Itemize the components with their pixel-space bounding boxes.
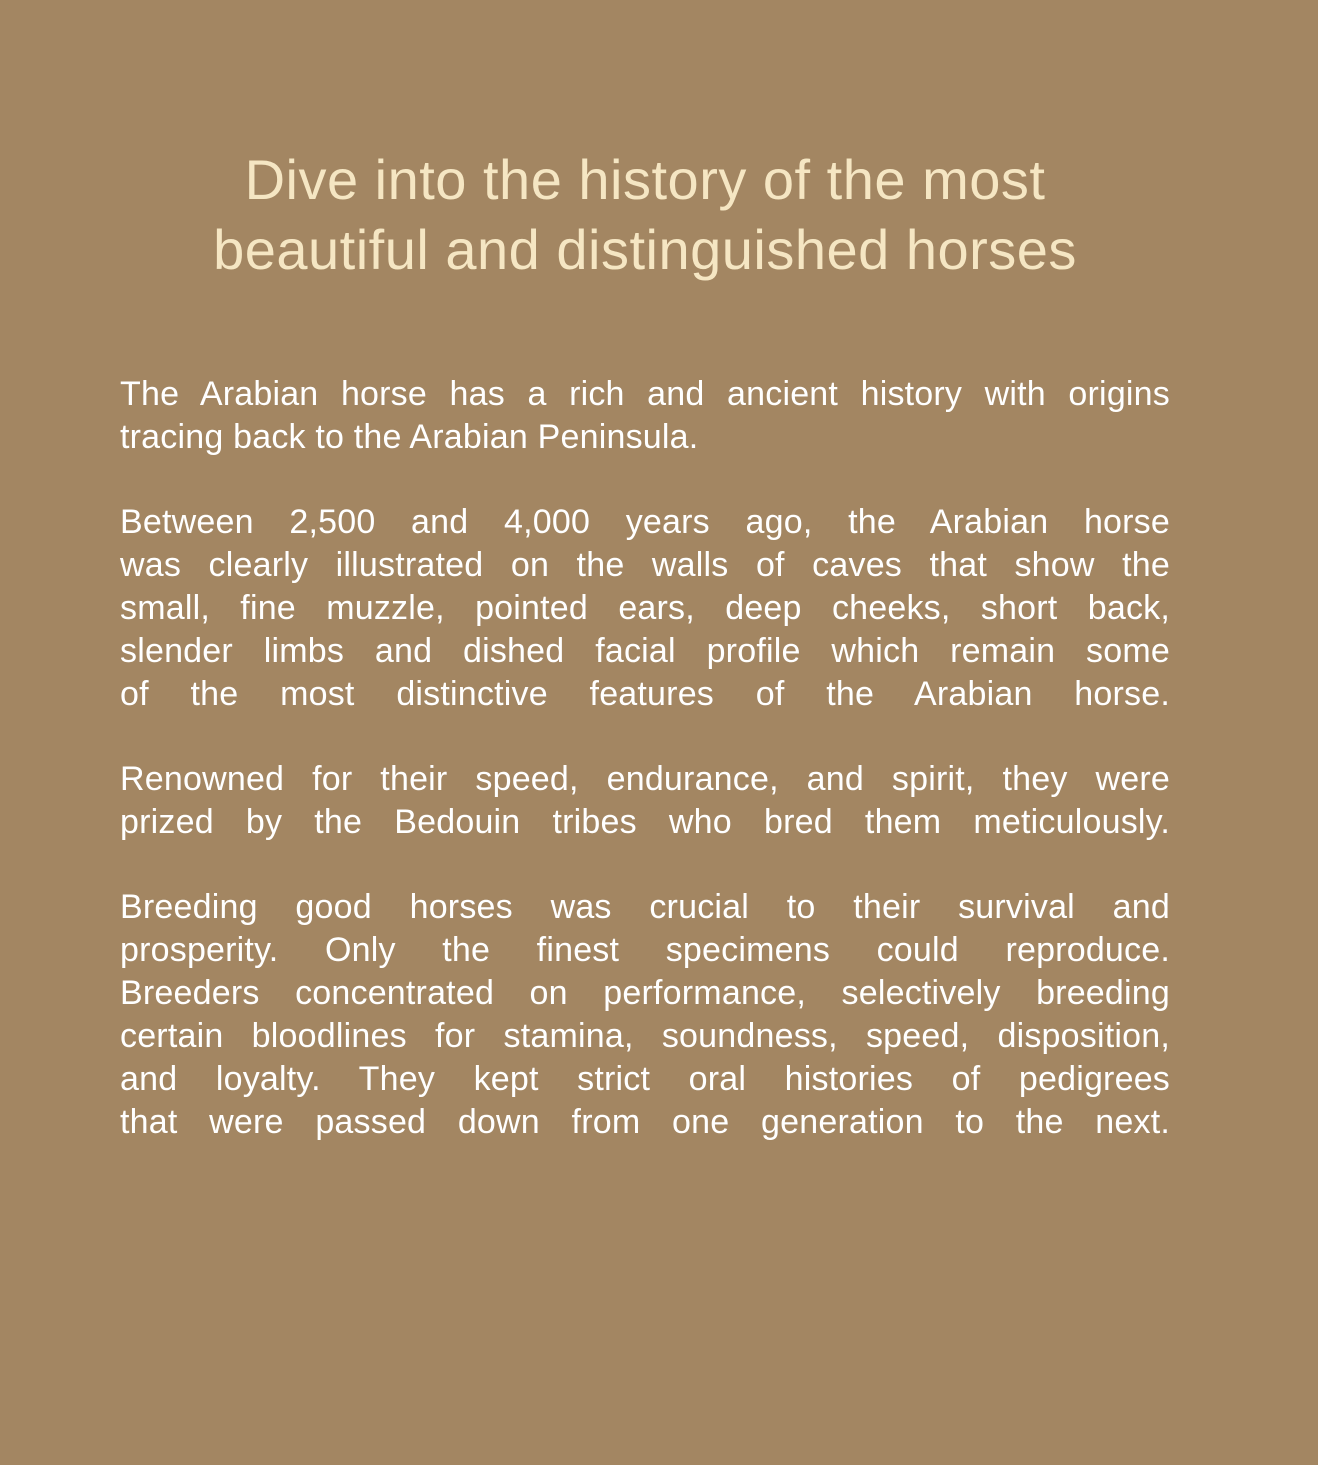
text-line: prized by the Bedouin tribes who bred them meticulously.	[120, 803, 1170, 841]
page-title-line-1: Dive into the history of the most	[244, 148, 1046, 211]
poster-page	[0, 145, 1318, 1465]
text-line: Between 2,500 and 4,000 years ago, the Arabian horse	[120, 503, 1170, 541]
text-line: Breeding good horses was crucial to their survival and	[120, 888, 1170, 926]
text-line: small, fine muzzle, pointed ears, deep cheeks, short back,	[120, 589, 1170, 627]
text-line: tracing back to the Arabian Peninsula.	[120, 418, 699, 456]
text-line: and loyalty. They kept strict oral histories of pedigrees	[120, 1060, 1170, 1098]
text-line: Renowned for their speed, endurance, and spirit, they were	[120, 760, 1170, 798]
body-text	[120, 373, 1170, 1144]
paragraph-cave-illustrations	[120, 501, 1170, 716]
text-line: slender limbs and dished facial profile which remain some	[120, 632, 1170, 670]
text-line: prosperity. Only the finest specimens could reproduce.	[120, 931, 1170, 969]
paragraph-breeding	[120, 886, 1170, 1144]
text-line: certain bloodlines for stamina, soundness, speed, disposition,	[120, 1017, 1170, 1055]
text-line: Breeders concentrated on performance, selectively breeding	[120, 974, 1170, 1012]
text-line: was clearly illustrated on the walls of caves that show the	[120, 546, 1170, 584]
paragraph-bedouin	[120, 758, 1170, 844]
text-line: of the most distinctive features of the Arabian horse.	[120, 675, 1170, 713]
page-title	[120, 145, 1170, 285]
text-line: that were passed down from one generation to the next.	[120, 1103, 1170, 1141]
paragraph-origins	[120, 373, 1170, 459]
page-title-line-2: beautiful and distinguished horses	[213, 218, 1077, 281]
text-line: The Arabian horse has a rich and ancient history with origins	[120, 375, 1170, 413]
